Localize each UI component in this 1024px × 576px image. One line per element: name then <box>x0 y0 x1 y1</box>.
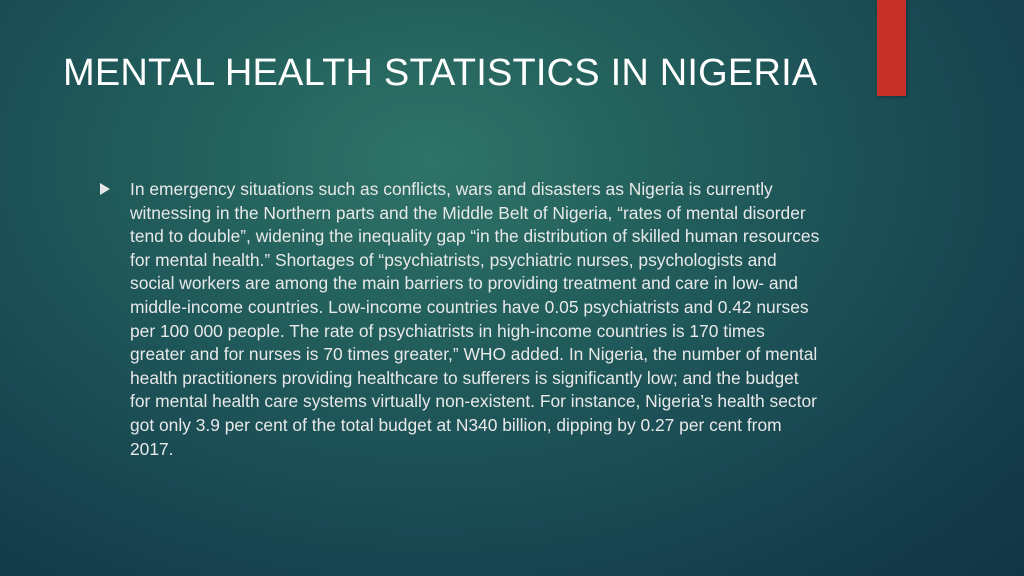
bullet-item <box>100 178 820 461</box>
bullet-text: In emergency situations such as conflicts, wars and disasters as Nigeria is currently witnessing in the Northern parts and the Middle Belt of Nigeria, “rates of mental disorder tend to double”, widening the inequality gap “in the distribution of skilled human resources for mental health.” Shortages of “psychiatrists, psychiatric nurses, psychologists and social workers are among the main barriers to providing treatment and care in low- and middle-income countries. Low-income countries have 0.05 psychiatrists and 0.42 nurses per 100 000 people. The rate of psychiatrists in high-income countries is 170 times greater and for nurses is 70 times greater,” WHO added. In Nigeria, the number of mental health practitioners providing healthcare to sufferers is significantly low; and the budget for mental health care systems virtually non-existent. For instance, Nigeria’s health sector got only 3.9 per cent of the total budget at N340 billion, dipping by 0.27 per cent from 2017. <box>130 179 820 459</box>
slide-content <box>100 178 820 461</box>
triangle-bullet-icon <box>100 183 110 195</box>
slide-title: MENTAL HEALTH STATISTICS IN NIGERIA <box>63 52 818 94</box>
accent-bar <box>877 0 906 96</box>
